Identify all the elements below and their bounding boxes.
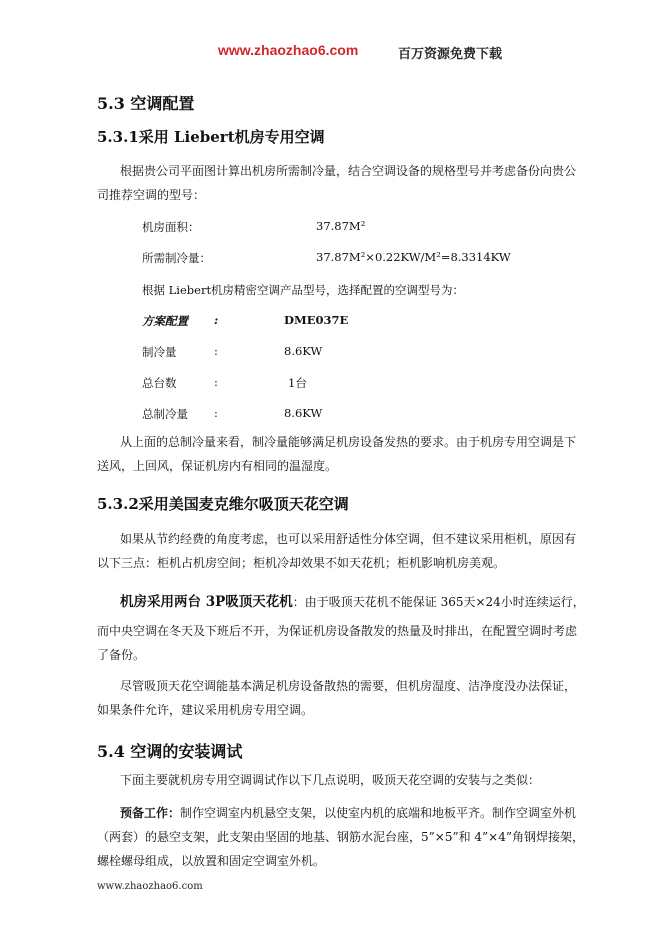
config-model-value: DME037E: [284, 313, 349, 327]
section-5-4-title: 5.4 空调的安装调试: [97, 742, 243, 761]
paragraph-line: 下面主要就机房专用空调调试作以下几点说明，吸顶天花空调的安装与之类似：: [120, 773, 541, 787]
paragraph-line: 了备份。: [97, 648, 146, 662]
total-cooling-label: 总制冷量: [142, 407, 188, 421]
paragraph-line: 根据贵公司平面图计算出机房所需制冷量，结合空调设备的规格型号并考虑备份向贵公: [120, 164, 577, 178]
config-label: 方案配置: [142, 314, 188, 328]
paragraph-line: （两套）的悬空支架，此支架由坚固的地基、钢筋水泥台座，5”×5”和 4”×4”角钢焊接架，: [97, 830, 585, 844]
paragraph-line: 螺栓螺母组成，以放置和固定空调室外机。: [97, 854, 326, 868]
section-5-3-1-title: 5.3.1采用 Liebert机房专用空调: [97, 128, 325, 146]
unit-cooling-value: 8.6KW: [284, 344, 323, 358]
config-colon: :: [214, 313, 219, 327]
total-cooling-value: 8.6KW: [284, 406, 323, 420]
total-cooling-colon: :: [214, 406, 218, 420]
room-area-value: 37.87M²: [316, 219, 366, 233]
section-5-3-title: 5.3 空调配置: [97, 94, 195, 113]
paragraph-text: ：由于吸顶天花机不能保证 365天×24小时连续运行，: [292, 595, 585, 609]
paragraph-line: 送风，上回风，保证机房内有相同的温湿度。: [97, 459, 338, 473]
paragraph-line: 如果条件允许，建议采用机房专用空调。: [97, 703, 314, 717]
section-5-3-2-title: 5.3.2采用美国麦克维尔吸顶天花空调: [97, 495, 349, 513]
total-units-label: 总台数: [142, 376, 177, 390]
total-units-value: 1台: [288, 376, 307, 390]
paragraph-text: 制作空调室内机悬空支架，以使室内机的底端和地板平齐。制作空调室外机: [180, 806, 577, 820]
site-slogan: 百万资源免费下载: [398, 47, 503, 62]
preparation-lead: 预备工作：: [120, 806, 181, 820]
paragraph-line: 尽管吸顶天花空调能基本满足机房设备散热的需要，但机房湿度、洁净度没办法保证，: [120, 679, 577, 693]
unit-cooling-colon: :: [214, 344, 218, 358]
paragraph-line: [120, 801, 576, 825]
total-units-colon: :: [214, 375, 218, 389]
two-ceiling-units-lead: 机房采用两台 3P吸顶天花机: [120, 594, 293, 610]
paragraph-line: 司推荐空调的型号：: [97, 188, 206, 202]
footer-url-link[interactable]: www.zhaozhao6.com: [97, 881, 203, 892]
required-cooling-label: 所需制冷量：: [142, 251, 211, 265]
unit-cooling-label: 制冷量: [142, 345, 177, 359]
paragraph-line: [120, 590, 585, 614]
paragraph-line: 而中央空调在冬天及下班后不开，为保证机房设备散发的热量及时排出，在配置空调时考虑: [97, 624, 578, 638]
site-url-link[interactable]: www.zhaozhao6.com: [218, 42, 359, 58]
paragraph-line: 从上面的总制冷量来看，制冷量能够满足机房设备发热的要求。由于机房专用空调是下: [120, 435, 577, 449]
required-cooling-value: 37.87M²×0.22KW/M²=8.3314KW: [316, 250, 511, 264]
paragraph-line: 以下三点：柜机占机房空间；柜机冷却效果不如天花机；柜机影响机房美观。: [97, 556, 506, 570]
model-selection-line: 根据 Liebert机房精密空调产品型号，选择配置的空调型号为：: [142, 283, 465, 297]
paragraph-line: 如果从节约经费的角度考虑，也可以采用舒适性分体空调，但不建议采用柜机，原因有: [120, 532, 577, 546]
room-area-label: 机房面积：: [142, 220, 200, 234]
